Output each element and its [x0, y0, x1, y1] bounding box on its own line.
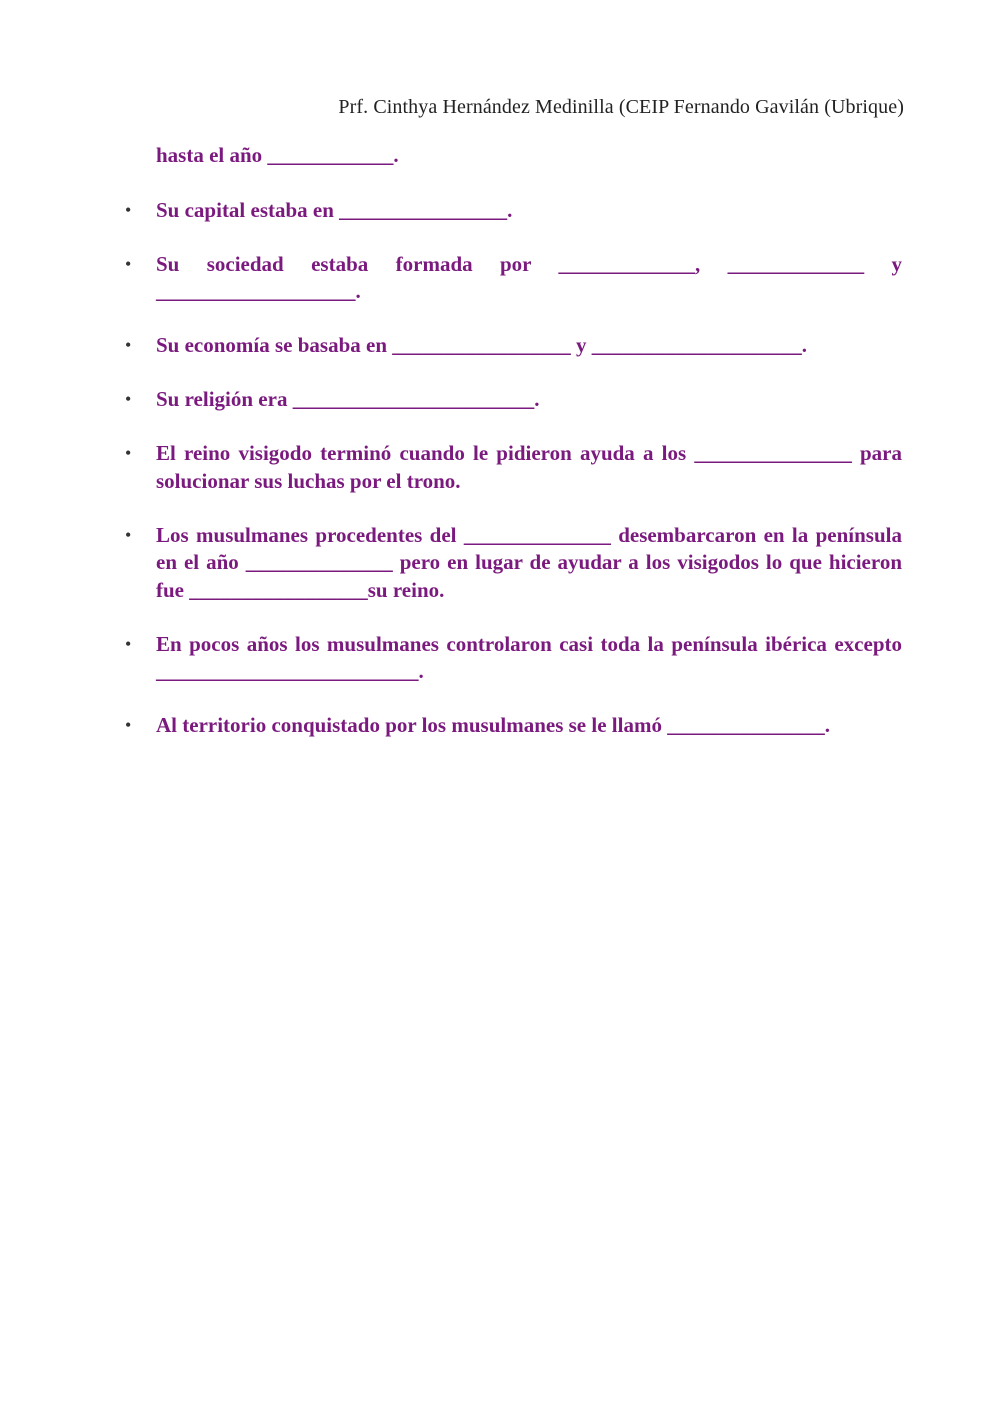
question-text: Su capital estaba en ________________. [156, 197, 513, 222]
list-item [125, 386, 902, 414]
list-item [125, 631, 902, 686]
page-header-author: Prf. Cinthya Hernández Medinilla (CEIP Fernando Gavilán (Ubrique) [338, 96, 904, 118]
question-text: En pocos años los musulmanes controlaron casi toda la península ibérica excepto _________________________. [156, 631, 902, 683]
question-text: El reino visigodo terminó cuando le pidieron ayuda a los _______________ para solucionar sus luchas por el trono. [156, 441, 902, 493]
bullet-icon: • [125, 389, 132, 409]
bullet-icon: • [125, 253, 132, 274]
list-item [125, 197, 902, 225]
bullet-icon: • [125, 715, 132, 735]
list-item [125, 332, 902, 360]
list-item [125, 251, 902, 306]
list-item [125, 522, 902, 605]
bullet-icon: • [125, 199, 132, 220]
question-text: Su economía se basaba en _________________ y ____________________. [156, 333, 808, 357]
continuation-line: hasta el año ____________. [156, 143, 399, 167]
question-text: Al territorio conquistado por los musulmanes se le llamó _______________. [156, 713, 830, 737]
list-item [125, 440, 902, 495]
question-text: Su religión era _______________________. [156, 387, 540, 411]
bullet-icon: • [125, 443, 132, 463]
list-item [125, 712, 902, 740]
question-text: Su sociedad estaba formada por _____________, _____________ y ___________________. [156, 251, 902, 303]
bullet-icon: • [125, 633, 132, 654]
question-text: Los musulmanes procedentes del ______________ desembarcaron en la península en el año ______________ pero en lugar de ayudar a los visigodos lo que hicieron fue _________________su reino. [156, 522, 902, 602]
bullet-icon: • [125, 335, 132, 355]
bullet-icon: • [125, 524, 132, 545]
worksheet-content [125, 142, 902, 766]
